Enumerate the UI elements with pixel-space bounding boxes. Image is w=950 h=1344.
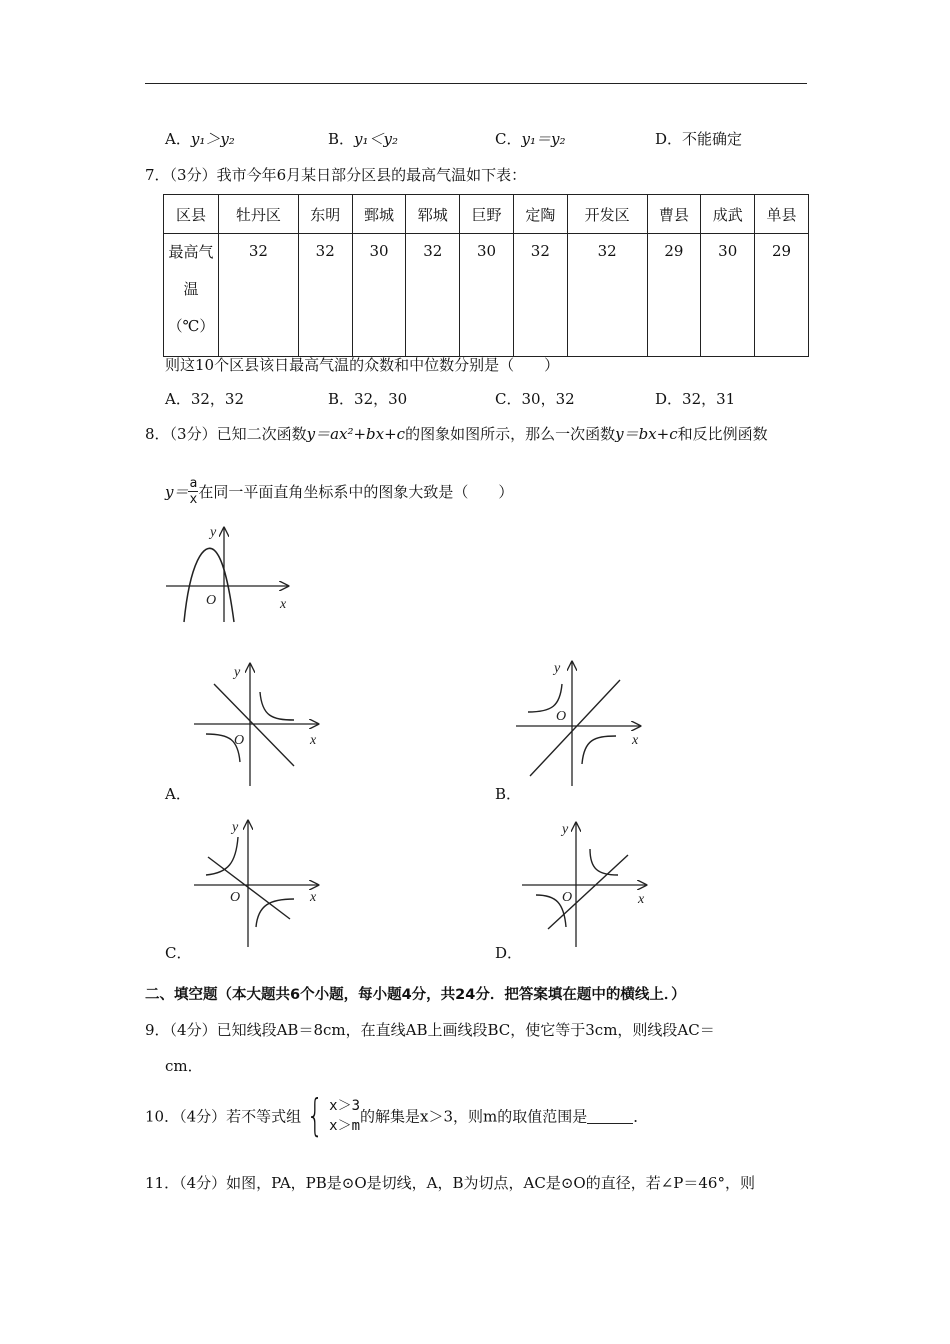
table-cell: 曹县 (647, 195, 701, 234)
svg-text:x: x (632, 733, 639, 748)
brace-icon: { (306, 1090, 324, 1141)
svg-text:y: y (562, 822, 569, 837)
graph-option-a[interactable] (190, 658, 330, 786)
temperature-table (163, 194, 809, 357)
option-a-label[interactable]: A． (165, 785, 191, 803)
table-cell: 29 (755, 234, 809, 357)
graph-option-b[interactable] (512, 656, 652, 786)
table-cell: 32 (567, 234, 647, 357)
table-cell: 32 (513, 234, 567, 357)
q6-option-d[interactable]: D．不能确定 (655, 130, 743, 148)
reciprocal-fraction: $\frac{a}{x}$ (189, 476, 198, 507)
q6-option-a[interactable]: A．y₁＞y₂ (165, 130, 235, 148)
q6-option-c[interactable]: C．y₁＝y₂ (495, 130, 566, 148)
svg-text:O: O (562, 890, 573, 905)
q7-option-b[interactable]: B．32，30 (328, 390, 408, 408)
option-c-label[interactable]: C． (165, 944, 192, 962)
graph-option-d[interactable] (518, 817, 658, 947)
q7-stem: 7．（3分）我市今年6月某日部分区县的最高气温如下表： (145, 166, 527, 184)
table-row (164, 195, 809, 234)
section-heading: 二、填空题（本大题共6个小题，每小题4分，共24分．把答案填在题中的横线上．） (145, 987, 686, 1003)
svg-text:x: x (310, 890, 317, 905)
table-cell: 东明 (298, 195, 352, 234)
q10-stem: 10．（4分）若不等式组 { x＞3 x＞m 的解集是x＞3，则m的取值范围是 ． (145, 1090, 649, 1141)
svg-text:O: O (206, 593, 217, 608)
svg-text:x: x (310, 733, 317, 748)
hyperbola-branch (260, 692, 294, 720)
svg-text:y: y (554, 661, 561, 676)
line-graph (208, 857, 290, 919)
parabola-graph (160, 522, 300, 627)
table-cell: 鄄城 (352, 195, 406, 234)
svg-text:x: x (280, 597, 287, 612)
table-cell: 牡丹区 (219, 195, 299, 234)
table-cell: 32 (406, 234, 460, 357)
table-header-label: 区县 (164, 195, 219, 234)
line-graph (530, 680, 620, 776)
svg-text:y: y (232, 820, 239, 835)
q8-stem: 8．（3分）已知二次函数y＝ax²+bx+c的图象如图所示，那么一次函数y＝bx+c和反比例函数 (145, 425, 768, 443)
hyperbola-branch (528, 684, 562, 712)
header-rule (145, 83, 807, 84)
hyperbola-branch (582, 736, 616, 764)
graph-option-c[interactable] (190, 815, 330, 947)
q6-option-b[interactable]: B．y₁＜y₂ (328, 130, 399, 148)
table-cell: 32 (298, 234, 352, 357)
q9-stem: 9．（4分）已知线段AB＝8cm，在直线AB上画线段BC，使它等于3cm，则线段AC＝ (145, 1021, 715, 1039)
svg-text:y: y (210, 525, 217, 540)
q7-question: 则这10个区县该日最高气温的众数和中位数分别是（ ） (165, 356, 560, 374)
svg-text:x: x (638, 892, 645, 907)
q7-option-a[interactable]: A．32，32 (165, 390, 245, 408)
table-cell: 单县 (755, 195, 809, 234)
answer-blank[interactable] (587, 1109, 633, 1124)
table-cell: 开发区 (567, 195, 647, 234)
hyperbola-branch (256, 899, 294, 927)
table-row-label: 最高气 温 （℃） (164, 234, 219, 357)
inequality-system: x＞3 x＞m (329, 1098, 360, 1134)
table-cell: 郓城 (406, 195, 460, 234)
table-cell: 32 (219, 234, 299, 357)
svg-text:O: O (230, 890, 241, 905)
q7-option-c[interactable]: C．30，32 (495, 390, 575, 408)
q9-stem-line2: cm． (165, 1057, 203, 1075)
q11-stem: 11．（4分）如图，PA，PB是⊙O是切线，A，B为切点，AC是⊙O的直径，若∠P＝46°，则 (145, 1174, 755, 1192)
svg-text:y: y (234, 665, 241, 680)
table-cell: 成武 (701, 195, 755, 234)
hyperbola-branch (206, 837, 238, 875)
table-cell: 定陶 (513, 195, 567, 234)
table-cell: 29 (647, 234, 701, 357)
table-cell: 30 (701, 234, 755, 357)
table-cell: 30 (460, 234, 514, 357)
table-row (164, 234, 809, 357)
parabola-curve (184, 548, 234, 622)
table-cell: 30 (352, 234, 406, 357)
option-b-label[interactable]: B． (495, 785, 522, 803)
option-d-label[interactable]: D． (495, 944, 523, 962)
svg-text:O: O (234, 733, 245, 748)
table-cell: 巨野 (460, 195, 514, 234)
line-graph (214, 684, 294, 766)
svg-text:O: O (556, 709, 567, 724)
hyperbola-branch (590, 849, 618, 875)
q8-stem-line2: y＝ $\frac{a}{x}$ 在同一平面直角坐标系中的图象大致是（ ） (165, 476, 514, 507)
line-graph (548, 855, 628, 929)
q7-option-d[interactable]: D．32，31 (655, 390, 736, 408)
